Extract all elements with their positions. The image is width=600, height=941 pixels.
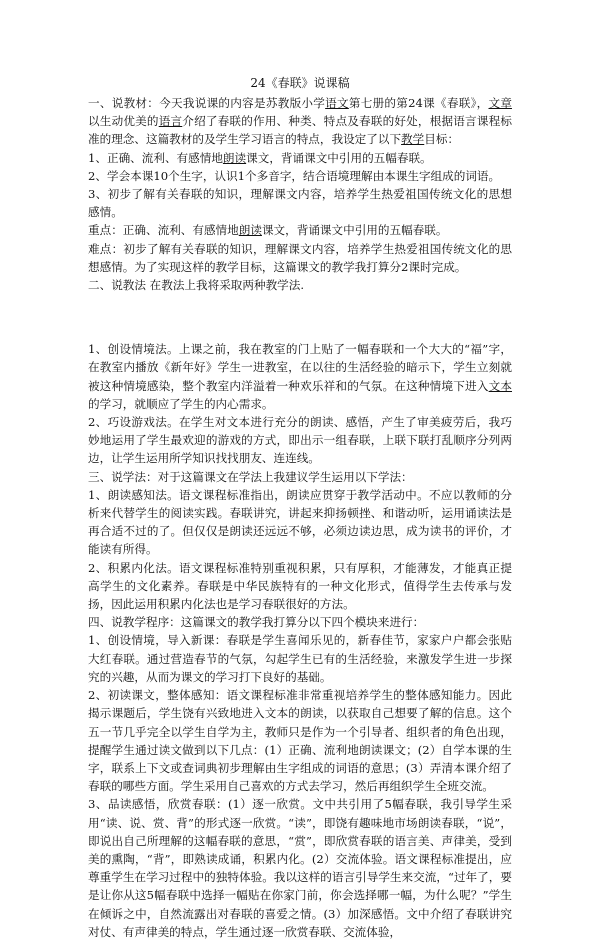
procedure-3: 3、品读感悟，欣赏春联：(1）逐一欣赏。文中共引用了5幅春联，我引导学生采用“读、说、赏、背”的形式逐一欣赏。“读”，即饶有趣味地市场朗读春联，“说”，即说出自己所理解的这幅春联的意思，“赏”，即欣赏春联的语言美、声律美，受到美的熏陶，“背”，即熟读成诵，积累内化。(2）交流体验。语文课程标准提出，应尊重学生在学习过程中的独特体验。我以这样的语言引导学生来交流，“过年了，要是让你从这5幅春联中选择一幅贴在你家门前，你会选择哪一幅，为什么呢？”学生在倾诉之中，自然流露出对春联的喜爱之情。(3）加深感悟。文中介绍了春联讲究对仗、有声律美的特点，学生通过逐一欣赏春联、交流体验， (88, 797, 512, 939)
procedure-2: 2、初读课文，整体感知：语文课程标准非常重视培养学生的整体感知能力。因此揭示课题后，学生饶有兴致地进入文本的朗读，以获取自己想要了解的信息。这个五一节几乎完全以学生自学为主，教师只是作为一个引导者、组织者的角色出现，提醒学生通过读文做到以下几点：(1）正确、流利地朗读课文；(2）自学本课的生字，联系上下文或查词典初步理解由生字组成的词语的意思；(3）弄清本课介绍了春联的哪些方面。学生采用自己喜欢的方式去学习，然后再组织学生全班交流。 (88, 688, 512, 794)
procedure-1: 1、创设情境，导入新课：春联是学生喜闻乐见的，新春佳节，家家户户都会张贴大红春联。通过营造春节的气氛，勾起学生已有的生活经验，来激发学生进一步探究的兴趣，从而为课文的学习打下良好的基础。 (88, 633, 512, 684)
goal-1: 1、正确、流利、有感情地朗读课文，背诵课文中引用的五幅春联。 (88, 150, 432, 165)
learning-method-2: 2、积累内化法。语文课程标准特别重视积累，只有厚积，才能薄发，才能真正提高学生的文化素养。春联是中华民族特有的一种文化形式，值得学生去传承与发扬，因此运用积累内化法也是学习春联很好的方法。 (88, 560, 512, 612)
section-teaching-procedure: 四、说教学程序：这篇课文的教学我打算分以下四个模块来进行： (88, 615, 425, 630)
section-textbook: 一、说教材：今天我说课的内容是苏教版小学语文第七册的第24课《春联》，文章以生动优美的语言介绍了春联的作用、种类、特点及春联的好处，根据语言课程标准的理念、这篇教材的及学生学习语言的特点，我设定了以下教学目标： (88, 96, 512, 147)
section-teaching-method: 二、说教法 在教法上我将采取两种教学法. (88, 278, 305, 293)
document-title: 24《春联》说课稿 (250, 76, 350, 90)
method-2: 2、巧设游戏法。在学生对文本进行充分的朗读、感悟，产生了审美疲劳后，我巧妙地运用了学生最欢迎的游戏的方式，即出示一组春联，上联下联打乱顺序分列两边，让学生运用所学知识找找朋友、连连线。 (88, 415, 512, 466)
blank-gap (88, 294, 512, 340)
key-point: 重点：正确、流利、有感情地朗读课文，背诵课文中引用的五幅春联。 (88, 223, 448, 238)
section-learning-method: 三、说学法：对于这篇课文在学法上我建议学生运用以下学法： (88, 469, 413, 484)
difficult-point: 难点：初步了解有关春联的知识，理解课文内容，培养学生热爱祖国传统文化的思想感情。为了实现这样的教学目标，这篇课文的教学我打算分2课时完成。 (88, 241, 512, 274)
method-1: 1、创设情境法。上课之前，我在教室的门上贴了一幅春联和一个大大的“福”字，在教室内播放《新年好》学生一进教室，在以往的生活经验的暗示下，学生立刻就被这种情境感染，整个教室内洋溢着一种欢乐祥和的气氛。在这种情境下进入文本的学习，就顺应了学生的内心需求。 (88, 342, 512, 411)
learning-method-1: 1、朗读感知法。语文课程标准指出，朗读应贯穿于教学活动中。不应以教师的分析来代替学生的阅读实践。春联讲究，讲起来抑扬顿挫、和谐动听，运用诵读法是再合适不过的了。但仅仅是朗读还远远不够，必须边读边思，成为读书的评价，才能读有所得。 (88, 487, 512, 557)
goal-2: 2、学会本课10个生字，认识1个多音字，结合语境理解由本课生字组成的词语。 (88, 168, 501, 183)
goal-3: 3、初步了解有关春联的知识，理解课文内容，培养学生热爱祖国传统文化的思想感情。 (88, 187, 512, 220)
